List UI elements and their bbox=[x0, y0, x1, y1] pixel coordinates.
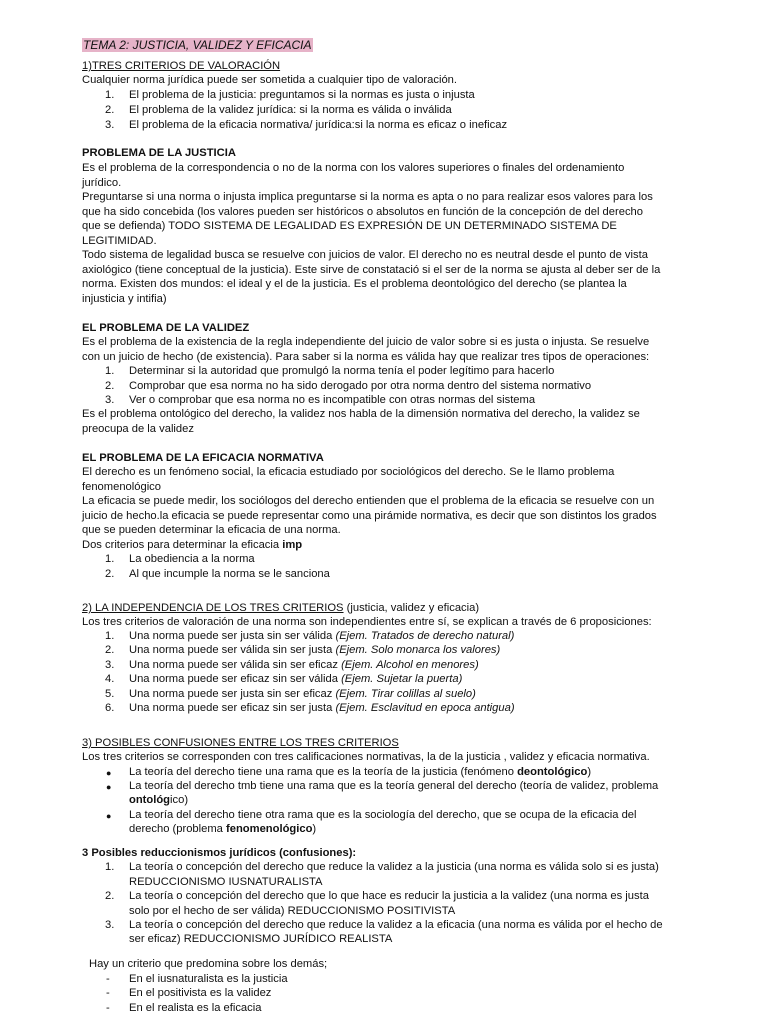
paragraph-line: LEGITIMIDAD. bbox=[82, 235, 157, 247]
bullet-icon: ● bbox=[106, 782, 112, 792]
paragraph-line: Es el problema de la existencia de la regla independiente del juicio de valor sobre si es justa o injusta. Se resuelve bbox=[82, 336, 650, 348]
paragraph-line: injusticia y intifia) bbox=[82, 293, 167, 305]
paragraph-line: norma. Existen dos mundos: el ideal y el de la justicia. Es el problema deontológico del derecho (se plantea la bbox=[82, 278, 627, 290]
paragraph-line: La eficacia se puede medir, los sociólogos del derecho entienden que el problema de la eficacia se resuelve con un bbox=[82, 495, 655, 507]
document-title: TEMA 2: JUSTICIA, VALIDEZ Y EFICACIA bbox=[83, 38, 312, 52]
list-number: 2. bbox=[105, 104, 115, 116]
paragraph-line: El derecho es un fenómeno social, la eficacia estudiado por sociológicos del derecho. Se le llamo problema bbox=[82, 466, 615, 478]
list-number: 2. bbox=[105, 890, 115, 902]
bullet-item-cont: ontológico) bbox=[129, 794, 189, 806]
list-item: Determinar si la autoridad que promulgó la norma tenía el poder legítimo para hacerlo bbox=[129, 365, 555, 377]
section-1-heading: 1)TRES CRITERIOS DE VALORACIÓN bbox=[82, 60, 281, 72]
bullet-item: La teoría del derecho tiene otra rama que es la sociología del derecho, que se ocupa de la eficacia del bbox=[129, 809, 637, 821]
list-item: La teoría o concepción del derecho que lo que hace es reducir la justicia a la validez (una norma es justa bbox=[129, 890, 649, 902]
list-number: 2. bbox=[105, 644, 115, 656]
list-number: 1. bbox=[105, 630, 115, 642]
list-item: Una norma puede ser eficaz sin ser justa (Ejem. Esclavitud en epoca antigua) bbox=[129, 702, 515, 714]
dash-marker: - bbox=[106, 973, 110, 985]
bullet-item: La teoría del derecho tmb tiene una rama que es la teoría general del derecho (teoría de validez, problema bbox=[129, 780, 659, 792]
list-item: Al que incumple la norma se le sanciona bbox=[129, 568, 330, 580]
bullet-item-cont: derecho (problema fenomenológico) bbox=[129, 823, 317, 835]
dash-marker: - bbox=[106, 1002, 110, 1014]
bullet-icon: ● bbox=[106, 768, 112, 778]
dash-item: En el positivista es la validez bbox=[129, 987, 272, 999]
paragraph-line: que ha sido concebida (los valores pueden ser históricos o absolutos en función de la concepción de del derecho bbox=[82, 206, 643, 218]
list-number: 4. bbox=[105, 673, 115, 685]
list-item: La obediencia a la norma bbox=[129, 553, 255, 565]
paragraph-line: juicio de hecho.la eficacia se puede representar como una pirámide normativa, es decir que son distintos los grados bbox=[82, 510, 657, 522]
list-item: La teoría o concepción del derecho que reduce la validez a la justicia (una norma es válida solo si es justa) bbox=[129, 861, 659, 873]
paragraph-line: fenomenológico bbox=[82, 481, 161, 493]
section-2-heading: 2) LA INDEPENDENCIA DE LOS TRES CRITERIOS (justicia, validez y eficacia) bbox=[82, 602, 480, 614]
list-item-cont: REDUCCIONISMO IUSNATURALISTA bbox=[129, 876, 323, 888]
bullet-icon: ● bbox=[106, 811, 112, 821]
paragraph-line: que se defienda) TODO SISTEMA DE LEGALIDAD ES EXPRESIÓN DE UN DETERMINADO SISTEMA DE bbox=[82, 220, 617, 232]
section-3-intro: Los tres criterios se corresponden con tres calificaciones normativas, la de la justicia , validez y eficacia normativa. bbox=[82, 751, 650, 763]
list-number: 1. bbox=[105, 365, 115, 377]
section-5-intro: Hay un criterio que predomina sobre los demás; bbox=[89, 958, 328, 970]
justicia-heading: PROBLEMA DE LA JUSTICIA bbox=[82, 147, 236, 159]
list-item-cont: solo por el hecho de ser válida) REDUCCIONISMO POSITIVISTA bbox=[129, 905, 456, 917]
list-item: Una norma puede ser válida sin ser justa (Ejem. Solo monarca los valores) bbox=[129, 644, 501, 656]
list-item: Una norma puede ser válida sin ser eficaz (Ejem. Alcohol en menores) bbox=[129, 659, 479, 671]
paragraph-line: jurídico. bbox=[82, 177, 122, 189]
eficacia-criteria-line: Dos criterios para determinar la eficacia imp bbox=[82, 539, 303, 551]
paragraph-line: con un juicio de hecho (de existencia). Para saber si la norma es válida hay que realizar tres tipos de operaciones: bbox=[82, 351, 650, 363]
list-number: 2. bbox=[105, 568, 115, 580]
list-number: 3. bbox=[105, 119, 115, 131]
list-number: 5. bbox=[105, 688, 115, 700]
list-item: Ver o comprobar que esa norma no es incompatible con otras normas del sistema bbox=[129, 394, 536, 406]
list-item: La teoría o concepción del derecho que reduce la validez a la eficacia (una norma es válida por el hecho de bbox=[129, 919, 663, 931]
eficacia-heading: EL PROBLEMA DE LA EFICACIA NORMATIVA bbox=[82, 452, 324, 464]
section-2-intro: Los tres criterios de valoración de una norma son independientes entre sí, se explican a través de 6 proposiciones: bbox=[82, 616, 652, 628]
list-item: El problema de la eficacia normativa/ jurídica:si la norma es eficaz o ineficaz bbox=[129, 119, 508, 131]
paragraph-line: Es el problema ontológico del derecho, la validez nos habla de la dimensión normativa del derecho, la validez se bbox=[82, 408, 640, 420]
list-item: Una norma puede ser justa sin ser eficaz (Ejem. Tirar colillas al suelo) bbox=[129, 688, 476, 700]
dash-item: En el realista es la eficacia bbox=[129, 1002, 262, 1014]
paragraph-line: que se pueden determinar la eficacia de una norma. bbox=[82, 524, 341, 536]
list-number: 1. bbox=[105, 89, 115, 101]
list-number: 3. bbox=[105, 394, 115, 406]
paragraph-line: axiológico (tiene conceptual de la justicia). Este sirve de constatació si el ser de la norma se ajusta al deber ser de la bbox=[82, 264, 661, 276]
dash-marker: - bbox=[106, 987, 110, 999]
bullet-item: La teoría del derecho tiene una rama que es la teoría de la justicia (fenómeno deontológico) bbox=[129, 766, 592, 778]
section-1-intro: Cualquier norma jurídica puede ser sometida a cualquier tipo de valoración. bbox=[82, 74, 457, 86]
paragraph-line: Es el problema de la correspondencia o no de la norma con los valores superiores o finales del ordenamiento bbox=[82, 162, 625, 174]
section-3-heading: 3) POSIBLES CONFUSIONES ENTRE LOS TRES CRITERIOS bbox=[82, 737, 399, 749]
section-4-heading: 3 Posibles reduccionismos jurídicos (confusiones): bbox=[82, 847, 357, 859]
list-item: El problema de la justicia: preguntamos si la normas es justa o injusta bbox=[129, 89, 475, 101]
paragraph-line: Preguntarse si una norma o injusta implica preguntarse si la norma es apta o no para realizar esos valores para los bbox=[82, 191, 653, 203]
paragraph-line: Todo sistema de legalidad busca se resuelve con juicios de valor. El derecho no es neutral desde el punto de vista bbox=[82, 249, 648, 261]
list-number: 3. bbox=[105, 919, 115, 931]
list-item: Comprobar que esa norma no ha sido derogado por otra norma dentro del sistema normativo bbox=[129, 380, 592, 392]
validez-heading: EL PROBLEMA DE LA VALIDEZ bbox=[82, 322, 250, 334]
list-number: 6. bbox=[105, 702, 115, 714]
list-item: El problema de la validez jurídica: si la norma es válida o inválida bbox=[129, 104, 452, 116]
list-number: 1. bbox=[105, 553, 115, 565]
dash-item: En el iusnaturalista es la justicia bbox=[129, 973, 288, 985]
list-number: 2. bbox=[105, 380, 115, 392]
list-number: 3. bbox=[105, 659, 115, 671]
list-item: Una norma puede ser justa sin ser válida (Ejem. Tratados de derecho natural) bbox=[129, 630, 515, 642]
paragraph-line: preocupa de la validez bbox=[82, 423, 194, 435]
list-item-cont: ser eficaz) REDUCCIONISMO JURÍDICO REALISTA bbox=[129, 933, 393, 945]
list-item: Una norma puede ser eficaz sin ser válida (Ejem. Sujetar la puerta) bbox=[129, 673, 463, 685]
list-number: 1. bbox=[105, 861, 115, 873]
